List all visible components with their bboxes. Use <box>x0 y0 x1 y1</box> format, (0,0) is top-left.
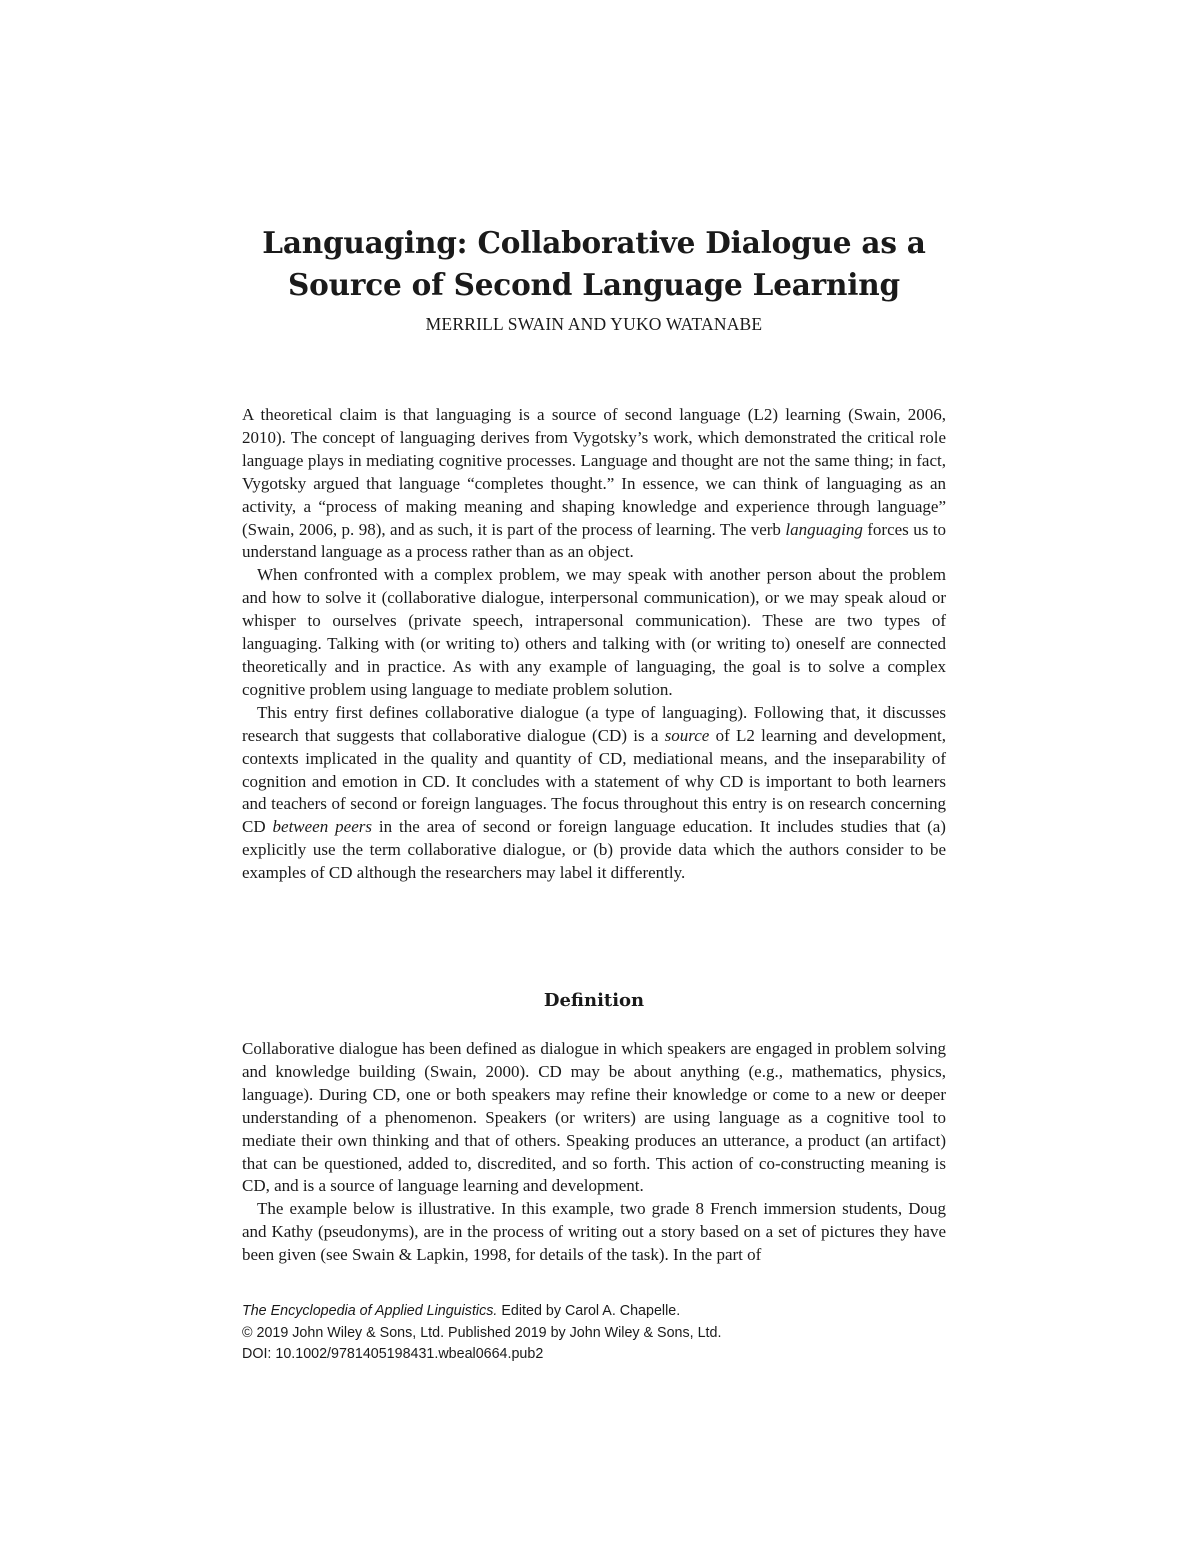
page-footer <box>242 1301 946 1366</box>
article-title <box>242 222 946 306</box>
intro-paragraph-3-emphasis-2: between peers <box>272 817 372 837</box>
footer-citation <box>242 1301 946 1323</box>
article-title-line-1: Languaging: Collaborative Dialogue as a <box>262 225 926 260</box>
definition-section <box>242 1038 946 1267</box>
article-authors: MERRILL SWAIN AND YUKO WATANABE <box>425 314 763 334</box>
intro-paragraph-3-text-c: in the area of second or foreign language education. It includes studies that (a) explicitly use the term collaborative dialogue, or (b) provide data which the authors consider to be examples of CD although the researchers may label it differently. <box>242 817 946 883</box>
intro-paragraph-2: When confronted with a complex problem, we may speak with another person about the problem and how to solve it (collaborative dialogue, interpersonal communication), or we may speak aloud or whisper to ourselves (private speech, intrapersonal communication). These are two types of languaging. Talking with (or writing to) others and talking with (or writing to) oneself are connected theoretically and in practice. As with any example of languaging, the goal is to solve a complex cognitive problem using language to mediate problem solution. <box>242 565 946 699</box>
footer-doi: DOI: 10.1002/9781405198431.wbeal0664.pub2 <box>242 1346 544 1362</box>
definition-paragraph-1: Collaborative dialogue has been defined as dialogue in which speakers are engaged in problem solving and knowledge building (Swain, 2000). CD may be about anything (e.g., mathematics, physics, language). During CD, one or both speakers may refine their knowledge or come to a new or deeper understanding of a phenomenon. Speakers (or writers) are using language as a cognitive tool to mediate their own thinking and that of others. Speaking produces an utterance, a product (an artifact) that can be questioned, added to, discredited, and so forth. This action of co-constructing meaning is CD, and is a source of language learning and development. <box>242 1039 946 1196</box>
footer-editor: Edited by Carol A. Chapelle. <box>497 1303 681 1319</box>
definition-paragraph-2: The example below is illustrative. In this example, two grade 8 French immersion students, Doug and Kathy (pseudonyms), are in the process of writing out a story based on a set of pictures they have been given (see Swain & Lapkin, 1998, for details of the task). In the part of <box>242 1199 946 1265</box>
intro-paragraph-1-text-a: A theoretical claim is that languaging is a source of second language (L2) learning (Swain, 2006, 2010). The concept of languaging derives from Vygotsky’s work, which demonstrated the critical role language plays in mediating cognitive processes. Language and thought are not the same thing; in fact, Vygotsky argued that language “completes thought.” In essence, we can think of languaging as an activity, a “process of making meaning and shaping knowledge and experience through language” (Swain, 2006, p. 98), and as such, it is part of the process of learning. The verb <box>242 405 946 539</box>
intro-paragraph-1-text-b: forces us to understand language as a process rather than as an object. <box>242 519 946 562</box>
intro-paragraph-3-text-b: of L2 learning and development, contexts implicated in the quality and quantity of CD, mediational means, and the inseparability of cognition and emotion in CD. It concludes with a statement of why CD is important to both learners and teachers of second or foreign languages. The focus throughout this entry is on research concerning CD <box>242 725 946 837</box>
article-title-line-2: Source of Second Language Learning <box>288 267 900 302</box>
footer-book-title: The Encyclopedia of Applied Linguistics. <box>242 1303 498 1319</box>
footer-copyright: © 2019 John Wiley & Sons, Ltd. Published 2019 by John Wiley & Sons, Ltd. <box>242 1324 722 1341</box>
intro-paragraph-1-emphasis: languaging <box>785 519 863 539</box>
section-heading-definition: Definition <box>543 990 645 1011</box>
intro-paragraph-1 <box>242 404 946 564</box>
intro-paragraph-3-text-a: This entry first defines collaborative dialogue (a type of languaging). Following that, it discusses research that suggests that collaborative dialogue (CD) is a <box>242 702 946 745</box>
intro-paragraph-3 <box>242 702 946 885</box>
intro-paragraph-3-emphasis-1: source <box>664 725 710 745</box>
intro-section <box>242 404 946 885</box>
